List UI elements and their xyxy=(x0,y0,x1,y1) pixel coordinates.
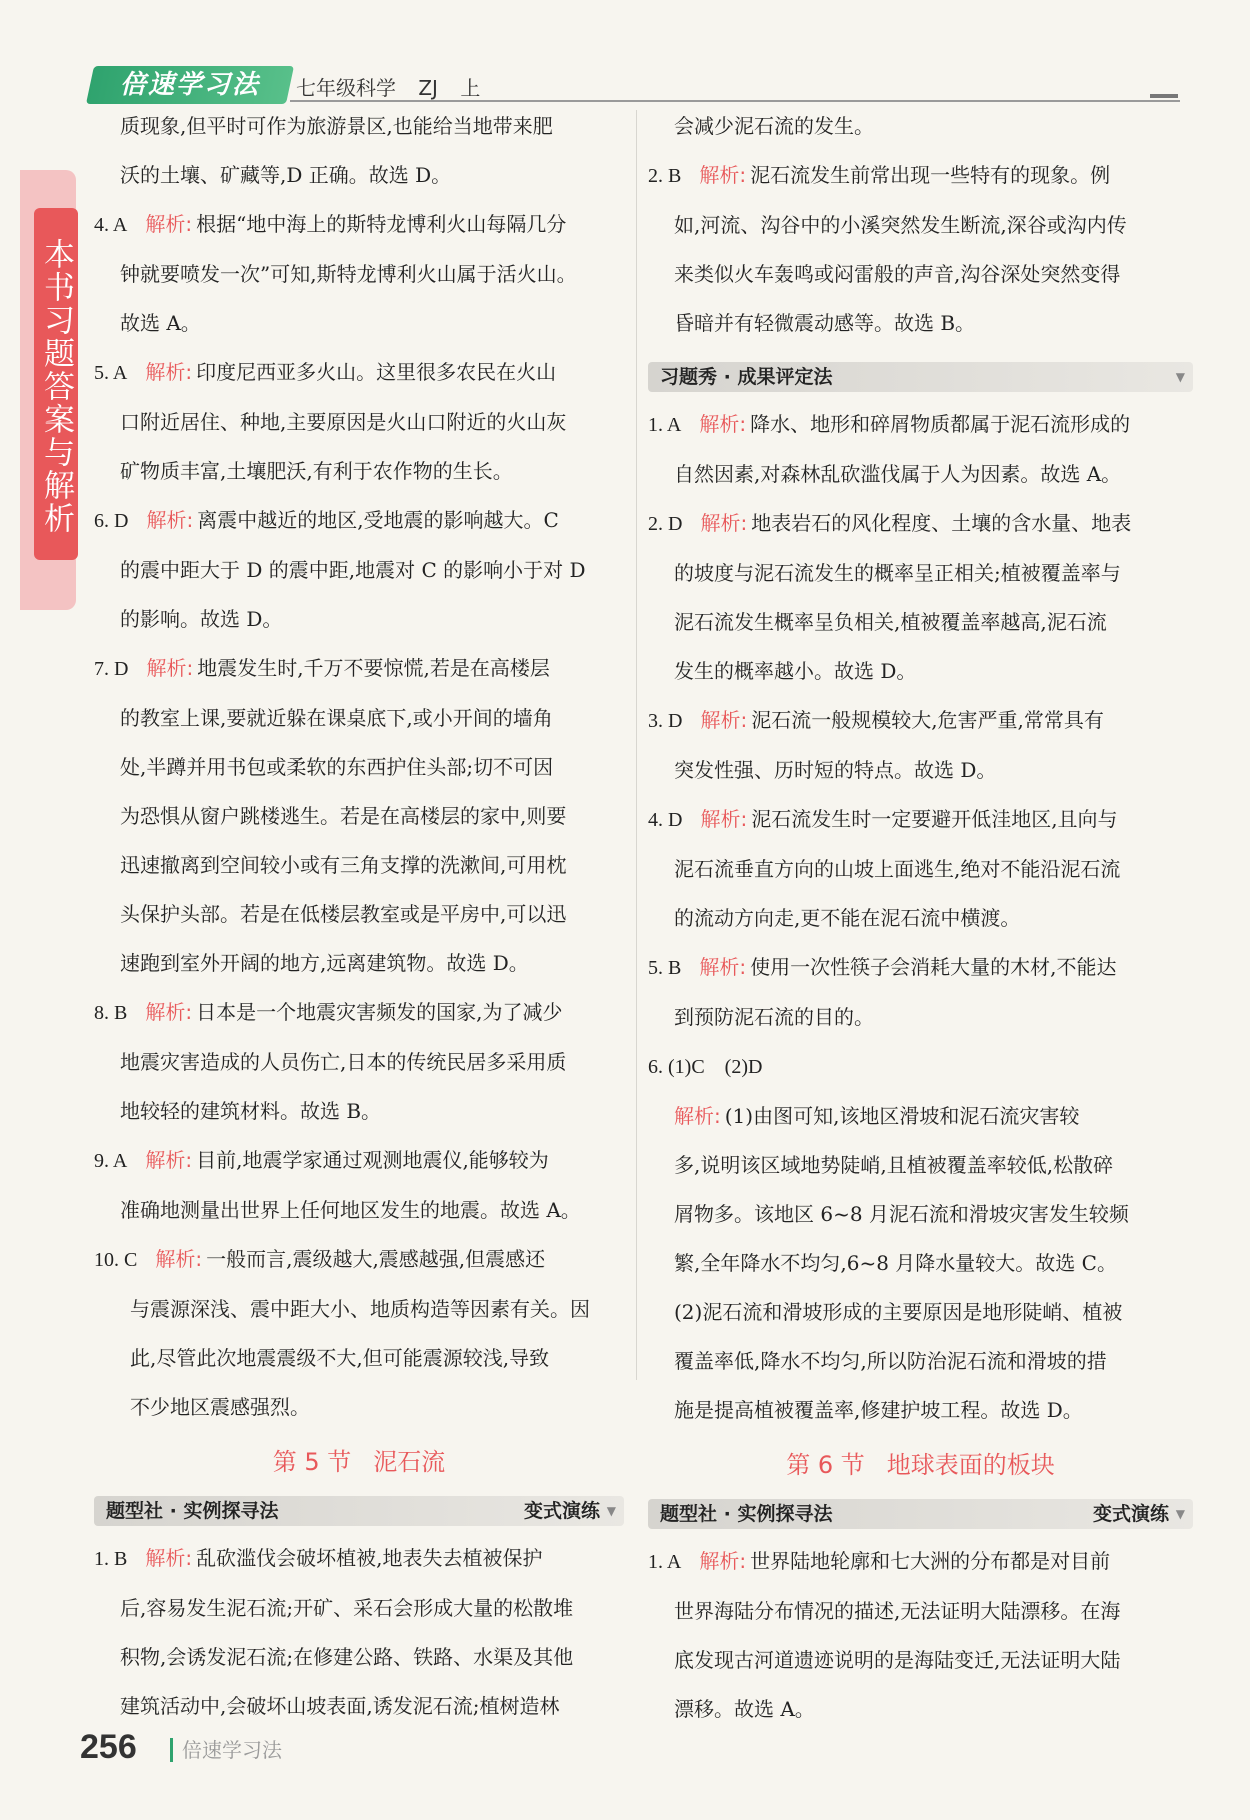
analysis-tag: 解析: xyxy=(146,656,194,680)
text-line: 沃的土壤、矿藏等,D 正确。故选 D。 xyxy=(120,163,452,187)
header-grade: 七年级科学 xyxy=(296,76,396,100)
footer-brand: 倍速学习法 xyxy=(182,1738,282,1762)
band-left-label: 题型社 · 实例探寻法 xyxy=(106,1500,279,1522)
chevron-down-icon: ▼ xyxy=(1175,370,1185,384)
page-number: 256 xyxy=(80,1728,137,1766)
text-line: 地表岩石的风化程度、土壤的含水量、地表 xyxy=(751,511,1132,535)
section-heading-6 xyxy=(648,1445,1193,1485)
analysis-tag: 解析: xyxy=(146,508,194,532)
text-line: 泥石流发生前常出现一些特有的现象。例 xyxy=(750,163,1111,187)
answer-item-1 xyxy=(94,1534,624,1731)
text-line: 覆盖率低,降水不均匀,所以防治泥石流和滑坡的措 xyxy=(674,1349,1107,1373)
text-line: 漂移。故选 A。 xyxy=(674,1697,815,1721)
analysis-tag: 解析: xyxy=(145,1546,193,1570)
header-volume: 上 xyxy=(460,76,481,100)
text-line: 昏暗并有轻微震动感等。故选 B。 xyxy=(674,311,976,335)
text-line: 会减少泥石流的发生。 xyxy=(674,114,874,138)
text-line: 乱砍滥伐会破坏植被,地表失去植被保护 xyxy=(196,1546,543,1570)
section-title: 地球表面的板块 xyxy=(886,1451,1055,1479)
text-line: 质现象,但平时可作为旅游景区,也能给当地带来肥 xyxy=(120,114,553,138)
text-line: 世界陆地轮廓和七大洲的分布都是对目前 xyxy=(750,1549,1111,1573)
exercise-band xyxy=(94,1496,624,1526)
analysis-tag: 解析: xyxy=(699,412,747,436)
answer-item-1 xyxy=(648,400,1193,499)
band-right-label: 变式演练 xyxy=(523,1500,600,1522)
text-line: 目前,地震学家通过观测地震仪,能够较为 xyxy=(196,1148,549,1172)
text-line: 地较轻的建筑材料。故选 B。 xyxy=(120,1099,382,1123)
analysis-tag: 解析: xyxy=(155,1247,203,1271)
analysis-tag: 解析: xyxy=(699,955,747,979)
text-line: 钟就要喷发一次”可知,斯特龙博利火山属于活火山。 xyxy=(120,262,577,286)
answer-number: 1. A xyxy=(648,1551,682,1573)
text-line: 多,说明该区域地势陡峭,且植被覆盖率较低,松散碎 xyxy=(674,1153,1114,1177)
text-line: 使用一次性筷子会消耗大量的木材,不能达 xyxy=(750,955,1117,979)
text-line: 泥石流一般规模较大,危害严重,常常具有 xyxy=(751,708,1104,732)
chevron-down-icon: ▼ xyxy=(1175,1507,1185,1521)
text-line: 世界海陆分布情况的描述,无法证明大陆漂移。在海 xyxy=(674,1599,1121,1623)
text-line: (1)由图可知,该地区滑坡和泥石流灾害较 xyxy=(724,1104,1080,1128)
answer-number: 4. D xyxy=(648,809,683,831)
section-number: 第 5 节 xyxy=(272,1448,352,1476)
text-line: 此,尽管此次地震震级不大,但可能震源较浅,导致 xyxy=(130,1346,550,1370)
answer-item-2 xyxy=(648,499,1193,696)
brand-logo xyxy=(86,66,294,104)
analysis-tag: 解析: xyxy=(700,708,748,732)
analysis-tag: 解析: xyxy=(674,1104,721,1128)
text-line: 的教室上课,要就近躲在课桌底下,或小开间的墙角 xyxy=(120,706,553,730)
left-intro xyxy=(94,102,624,200)
answer-number: 3. D xyxy=(648,710,683,732)
answer-item-9 xyxy=(94,1136,624,1235)
answer-item-8 xyxy=(94,988,624,1136)
answer-number: 4. A xyxy=(94,214,128,236)
text-line: 一般而言,震级越大,震感越强,但震感还 xyxy=(206,1247,546,1271)
answer-item-6 xyxy=(94,496,624,644)
text-line: 如,河流、沟谷中的小溪突然发生断流,深谷或沟内传 xyxy=(674,213,1127,237)
header-tick xyxy=(1150,94,1178,98)
text-line: 矿物质丰富,土壤肥沃,有利于农作物的生长。 xyxy=(120,459,513,483)
answer-item-5 xyxy=(648,943,1193,1042)
header-edition: ZJ xyxy=(418,76,438,100)
section-number: 第 6 节 xyxy=(786,1451,865,1479)
text-line: 施是提高植被覆盖率,修建护坡工程。故选 D。 xyxy=(674,1398,1083,1422)
text-line: 底发现古河道遗迹说明的是海陆变迁,无法证明大陆 xyxy=(674,1648,1121,1672)
text-line: 不少地区震感强烈。 xyxy=(130,1395,310,1419)
right-intro xyxy=(648,102,1193,151)
text-line: 突发性强、历时短的特点。故选 D。 xyxy=(674,758,997,782)
answer-item-5 xyxy=(94,348,624,496)
analysis-tag: 解析: xyxy=(700,807,748,831)
text-line: 与震源深浅、震中距大小、地质构造等因素有关。因 xyxy=(130,1297,590,1321)
text-line: 后,容易发生泥石流;开矿、采石会形成大量的松散堆 xyxy=(120,1596,574,1620)
answer-number: 8. B xyxy=(94,1002,128,1024)
analysis-tag: 解析: xyxy=(700,511,748,535)
answer-item-3 xyxy=(648,696,1193,795)
answer-item-2 xyxy=(648,151,1193,348)
text-line: 根据“地中海上的斯特龙博利火山每隔几分 xyxy=(196,212,567,236)
answer-item-7 xyxy=(94,644,624,988)
answer-number: 5. B xyxy=(648,957,682,979)
side-tab-label: 本书习题答案与解析 xyxy=(34,208,78,560)
answer-number: 1. A xyxy=(648,414,682,436)
text-line: 迅速撤离到空间较小或有三角支撑的洗漱间,可用枕 xyxy=(120,853,567,877)
answer-item-10 xyxy=(94,1235,624,1432)
section-title: 泥石流 xyxy=(373,1448,446,1476)
text-line: 自然因素,对森林乱砍滥伐属于人为因素。故选 A。 xyxy=(674,462,1122,486)
text-line: 口附近居住、种地,主要原因是火山口附近的火山灰 xyxy=(120,410,567,434)
chevron-down-icon: ▼ xyxy=(606,1504,616,1518)
text-line: 处,半蹲并用书包或柔软的东西护住头部;切不可因 xyxy=(120,755,554,779)
text-line: 发生的概率越小。故选 D。 xyxy=(674,659,917,683)
answer-number: 1. B xyxy=(94,1548,128,1570)
brand-logo-text: 倍速学习法 xyxy=(119,70,260,100)
section-heading-5 xyxy=(94,1442,624,1482)
answer-number: 6. D xyxy=(94,510,129,532)
text-line: 的震中距大于 D 的震中距,地震对 C 的影响小于对 D xyxy=(120,558,586,582)
text-line: 建筑活动中,会破坏山坡表面,诱发泥石流;植树造林 xyxy=(120,1694,560,1718)
header-subject xyxy=(296,72,496,101)
right-column xyxy=(648,102,1193,1734)
text-line: 的影响。故选 D。 xyxy=(120,607,283,631)
text-line: 的坡度与泥石流发生的概率呈正相关;植被覆盖率与 xyxy=(674,561,1121,585)
text-line: 速跑到室外开阔的地方,远离建筑物。故选 D。 xyxy=(120,951,529,975)
text-line: 屑物多。该地区 6~8 月泥石流和滑坡灾害发生较频 xyxy=(674,1202,1129,1226)
answer-number: 10. C xyxy=(94,1249,138,1271)
answer-item-4 xyxy=(648,795,1193,943)
answer-number: 6. (1)C (2)D xyxy=(648,1056,763,1078)
answer-number: 9. A xyxy=(94,1150,128,1172)
text-line: 头保护头部。若是在低楼层教室或是平房中,可以迅 xyxy=(120,902,567,926)
analysis-tag: 解析: xyxy=(145,1000,193,1024)
answer-item-1 xyxy=(648,1537,1193,1734)
answer-item-6 xyxy=(648,1042,1193,1435)
analysis-tag: 解析: xyxy=(145,212,193,236)
left-column xyxy=(94,102,624,1731)
answer-item-4 xyxy=(94,200,624,348)
text-line: 离震中越近的地区,受地震的影响越大。C xyxy=(197,508,559,532)
analysis-tag: 解析: xyxy=(145,1148,193,1172)
text-line: 到预防泥石流的目的。 xyxy=(674,1005,874,1029)
footer-divider xyxy=(170,1738,173,1762)
analysis-tag: 解析: xyxy=(699,163,747,187)
text-line: (2)泥石流和滑坡形成的主要原因是地形陡峭、植被 xyxy=(674,1300,1123,1324)
text-line: 来类似火车轰鸣或闷雷般的声音,沟谷深处突然变得 xyxy=(674,262,1121,286)
text-line: 的流动方向走,更不能在泥石流中横渡。 xyxy=(674,906,1021,930)
analysis-tag: 解析: xyxy=(699,1549,747,1573)
text-line: 日本是一个地震灾害频发的国家,为了减少 xyxy=(196,1000,563,1024)
text-line: 地震发生时,千万不要惊慌,若是在高楼层 xyxy=(197,656,550,680)
answer-number: 2. D xyxy=(648,513,683,535)
text-line: 泥石流发生概率呈负相关,植被覆盖率越高,泥石流 xyxy=(674,610,1107,634)
band-right-label: 变式演练 xyxy=(1092,1503,1169,1525)
text-line: 为恐惧从窗户跳楼逃生。若是在高楼层的家中,则要 xyxy=(120,804,567,828)
exercise-band xyxy=(648,362,1193,392)
text-line: 故选 A。 xyxy=(120,311,201,335)
text-line: 泥石流垂直方向的山坡上面逃生,绝对不能沿泥石流 xyxy=(674,857,1121,881)
text-line: 印度尼西亚多火山。这里很多农民在火山 xyxy=(196,360,557,384)
text-line: 准确地测量出世界上任何地区发生的地震。故选 A。 xyxy=(120,1198,581,1222)
exercise-band xyxy=(648,1499,1193,1529)
answer-number: 2. B xyxy=(648,165,682,187)
text-line: 繁,全年降水不均匀,6~8 月降水量较大。故选 C。 xyxy=(674,1251,1117,1275)
column-divider xyxy=(636,110,637,1380)
answer-number: 7. D xyxy=(94,658,129,680)
band-left-label: 习题秀 · 成果评定法 xyxy=(660,366,833,388)
band-left-label: 题型社 · 实例探寻法 xyxy=(660,1503,833,1525)
analysis-tag: 解析: xyxy=(145,360,193,384)
text-line: 泥石流发生时一定要避开低洼地区,且向与 xyxy=(751,807,1118,831)
text-line: 地震灾害造成的人员伤亡,日本的传统民居多采用质 xyxy=(120,1050,567,1074)
text-line: 积物,会诱发泥石流;在修建公路、铁路、水渠及其他 xyxy=(120,1645,574,1669)
text-line: 降水、地形和碎屑物质都属于泥石流形成的 xyxy=(750,412,1131,436)
answer-number: 5. A xyxy=(94,362,128,384)
